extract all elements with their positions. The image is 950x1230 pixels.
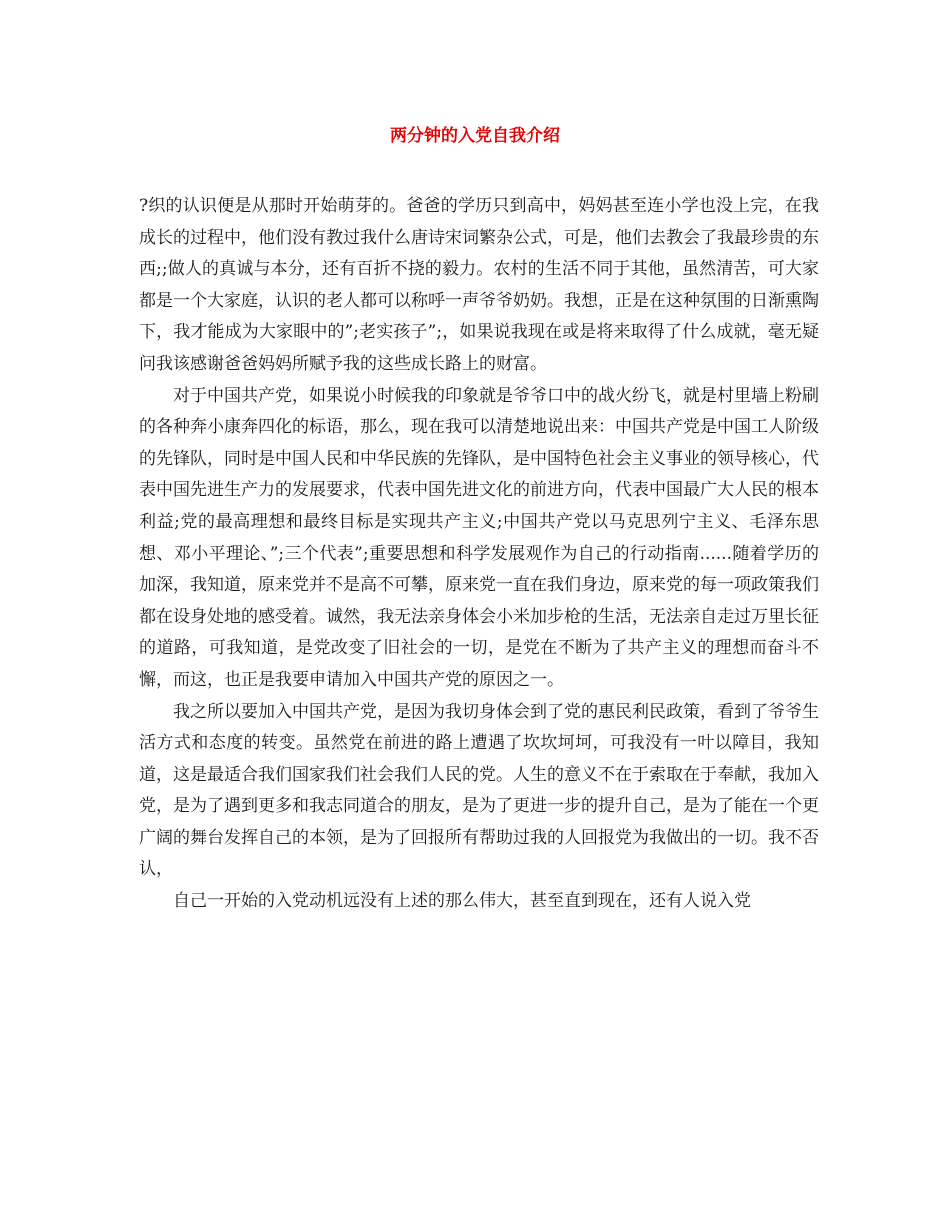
paragraph-2: 对于中国共产党，如果说小时候我的印象就是爷爷口中的战火纷飞，就是村里墙上粉刷的各种奔小康奔四化的标语，那么，现在我可以清楚地说出来：中国共产党是中国工人阶级的先锋队，同时是中国人民和中华民族的先锋队，是中国特色社会主义事业的领导核心，代表中国先进生产力的发展要求，代表中国先进文化的前进方向，代表中国最广大人民的根本利益;党的最高理想和最终目标是实现共产主义;中国共产党以马克思列宁主义、毛泽东思想、邓小平理论、”;三个代表”;重要思想和科学发展观作为自己的行动指南......随着学历的加深，我知道，原来党并不是高不可攀，原来党一直在我们身边，原来党的每一项政策我们都在设身处地的感受着。诚然，我无法亲身体会小米加步枪的生活，无法亲自走过万里长征的道路，可我知道，是党改变了旧社会的一切，是党在不断为了共产主义的理想而奋斗不懈，而这，也正是我要申请加入中国共产党的原因之一。 — [139, 385, 819, 690]
document-body — [139, 191, 819, 918]
document-title: 两分钟的入党自我介绍 — [390, 126, 560, 146]
paragraph-4: 自己一开始的入党动机远没有上述的那么伟大，甚至直到现在，还有人说入党 — [173, 891, 751, 912]
paragraph-1: ?织的认识便是从那时开始萌芽的。爸爸的学历只到高中，妈妈甚至连小学也没上完，在我成长的过程中，他们没有教过我什么唐诗宋词繁杂公式，可是，他们去教会了我最珍贵的东西;;做人的真诚与本分，还有百折不挠的毅力。农村的生活不同于其他，虽然清苦，可大家都是一个大家庭，认识的老人都可以称呼一声爷爷奶奶。我想，正是在这种氛围的日渐熏陶下，我才能成为大家眼中的”;老实孩子”;，如果说我现在或是将来取得了什么成就，毫无疑问我该感谢爸爸妈妈所赋予我的这些成长路上的财富。 — [139, 196, 819, 374]
paragraph-3: 我之所以要加入中国共产党，是因为我切身体会到了党的惠民利民政策，看到了爷爷生活方式和态度的转变。虽然党在前进的路上遭遇了坎坎坷坷，可我没有一叶以障目，我知道，这是最适合我们国家我们社会我们人民的党。人生的意义不在于索取在于奉献，我加入党，是为了遇到更多和我志同道合的朋友，是为了更进一步的提升自己，是为了能在一个更广阔的舞台发挥自己的本领，是为了回报所有帮助过我的人回报党为我做出的一切。我不否认， — [139, 701, 819, 880]
